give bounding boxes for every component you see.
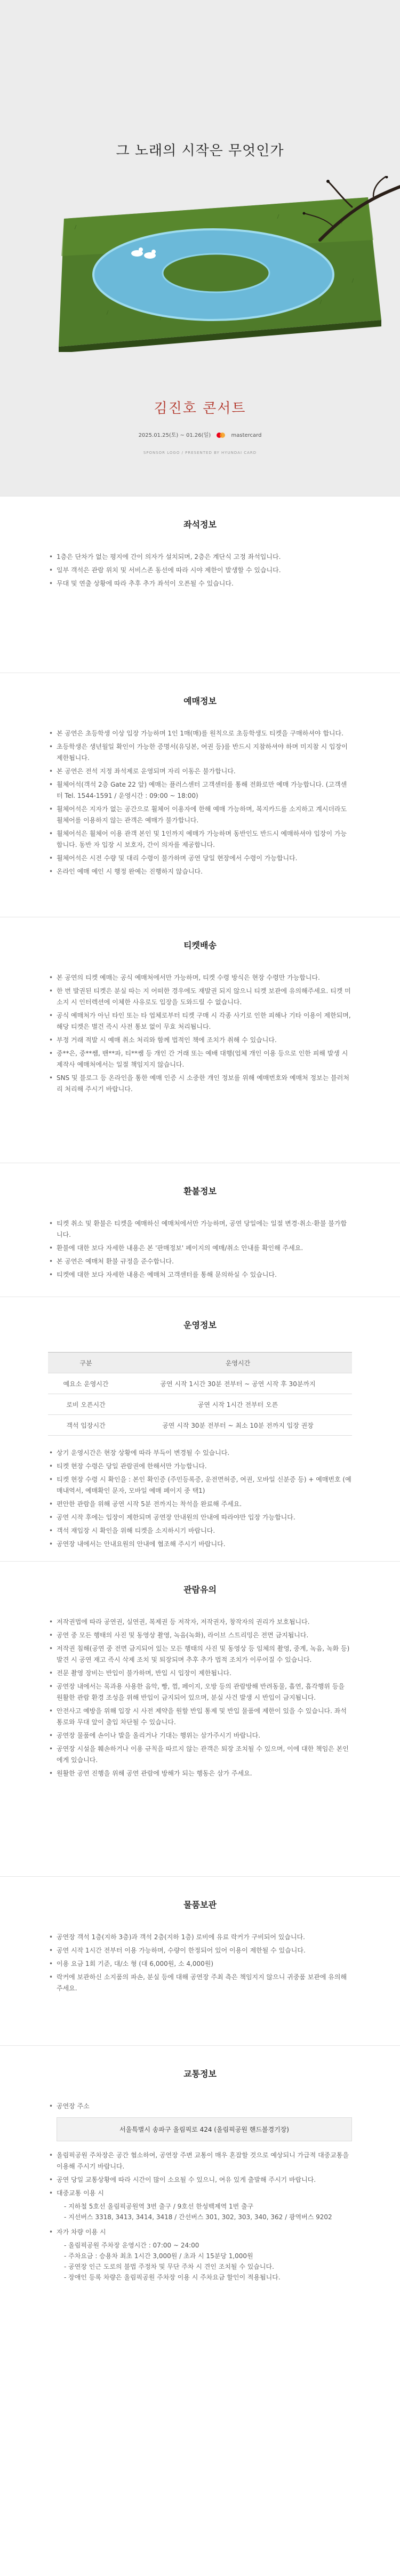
list-item: • 1층은 단차가 없는 평지에 간이 의자가 설치되며, 2층은 계단식 고정 좌석입니다.: [48, 551, 352, 563]
list-item: • 원활한 공연 진행을 위해 공연 관람에 방해가 되는 행동은 삼가 주세요.: [48, 1768, 352, 1779]
table-header: 구분: [48, 1353, 124, 1373]
list-item: • SNS 및 블로그 등 온라인을 통한 예매 인증 시 소중한 개인 정보를 위해 예매번호와 예매처 정보는 블러처리 처리해 주시기 바랍니다.: [48, 1073, 352, 1095]
bullet-list: [48, 551, 352, 589]
list-item: • 휠체어석은 지자가 없는 공간으로 휠체어 이용자에 한해 예매 가능하며, 복지카드를 소지하고 계시더라도 휠체어를 이용하지 않는 관객은 예매가 불가합니다.: [48, 804, 352, 826]
section-title: 티켓배송: [183, 940, 217, 950]
table-row: [48, 1415, 352, 1436]
list-item: • 티켓에 대한 보다 자세한 내용은 예매처 고객센터를 통해 문의하실 수 있습니다.: [48, 1269, 352, 1281]
list-item: • 초등학생은 생년월일 확인이 가능한 증명서(유딩본, 여권 등)를 반드시 지참하셔야 하며 미지참 시 입장이 제한됩니다.: [48, 741, 352, 764]
bullet-list: [48, 2101, 352, 2112]
hero-banner: [0, 0, 400, 496]
section-title: 좌석정보: [183, 519, 217, 530]
list-item: • 본 공연은 전석 지정 좌석제로 운영되며 자리 이동은 불가합니다.: [48, 766, 352, 777]
list-item: • 티켓 현장 수령은 당일 관람권에 한해서만 가능합니다.: [48, 1461, 352, 1472]
table-cell: 예요소 운영시간: [48, 1373, 124, 1394]
concert-date: 2025.01.25(토) ~ 01.26(일): [138, 433, 211, 438]
list-item: • 본 공연의 티켓 예매는 공식 예매처에서만 가능하며, 티켓 수령 방식은 현장 수령만 가능합니다.: [48, 972, 352, 983]
section-title: 환불정보: [183, 1186, 217, 1196]
section-title: 교통정보: [183, 2069, 217, 2079]
list-item: • 공연 당일 교통상황에 따라 시간이 많이 소요될 수 있으니, 여유 있게 출발해 주시기 바랍니다.: [48, 2174, 352, 2186]
list-item: • 락커에 보관하신 소지품의 파손, 분실 등에 대해 공연장 주최 측은 책임지지 않으니 귀중품 보관에 유의해 주세요.: [48, 1972, 352, 1994]
operation-hours-table: [48, 1352, 352, 1436]
list-item: • 티켓 취소 및 환불은 티켓을 예매하신 예매처에서만 가능하며, 공연 당일에는 일절 변경·취소·환불 불가합니다.: [48, 1218, 352, 1241]
list-item: • 공연장 내에서는 목과용 사용한 음악, 빵, 껌, 페이지, 오방 등의 관람방해 반려동물, 흡연, 흡각행위 등을 원활한 관람 환경 조성을 위해 반입이 금지되어 있으며, 분실 사건 발생 시 반입이 금지됩니다.: [48, 1681, 352, 1703]
list-item: • 전문 촬영 장비는 반입이 불가하며, 반입 시 입장이 제한됩니다.: [48, 1668, 352, 1679]
bullet-list: [48, 1932, 352, 1994]
list-item: • 본 공연은 초등학생 이상 입장 가능하며 1인 1매(매)를 원칙으로 초등학생도 티켓을 구매하셔야 합니다.: [48, 728, 352, 739]
section-transport: [0, 2045, 400, 2337]
list-item: • 자가 차량 이용 시: [48, 2227, 352, 2238]
list-item: • 한 번 발권된 티켓은 분실 따는 지 어떠한 경우에도 재발권 되지 않으니 티켓 보관에 유의해주세요. 티켓 미소지 시 인터렉션에 이체한 사유로도 입장을 도와드릴 수 없습니다.: [48, 986, 352, 1008]
list-item: • 저작권 침해(공연 중 전면 금지되어 있는 모든 행태의 사진 및 동영상 등 임체의 촬영, 중계, 녹음, 녹화 등) 발견 시 공연 재고 즉시 삭제 조치 및 퇴장되며 추후 추가 법적 조치가 이루어질 수 있습니다.: [48, 1643, 352, 1666]
mastercard-logo-icon: [217, 433, 225, 438]
list-item: • 올림픽공원 주차장은 공간 협소하여, 공연장 주변 교통이 매우 혼잡할 것으로 예상되니 가급적 대중교통을 이용해 주시기 바랍니다.: [48, 2150, 352, 2172]
section-seat-info: [0, 496, 400, 673]
bullet-list: [48, 972, 352, 1095]
section-etiquette: [0, 1561, 400, 1876]
bullet-list: [48, 1447, 352, 1550]
bullet-list: [48, 2150, 352, 2199]
section-title: 운영정보: [183, 1320, 217, 1330]
table-cell: 공연 시작 1시간 전부터 오픈: [124, 1394, 352, 1415]
concert-meta: [0, 430, 400, 438]
list-item: • 편안한 관람을 위해 공연 시작 5분 전까지는 착석을 완료해 주세요.: [48, 1499, 352, 1510]
table-cell: 객석 입장시간: [48, 1415, 124, 1436]
list-item: • 공연장 물품에 손이나 발을 올리거나 기대는 행위는 삼가주시기 바랍니다.: [48, 1730, 352, 1741]
list-item: • 대중교통 이용 시: [48, 2188, 352, 2199]
section-refund-info: [0, 1163, 400, 1297]
parking-line: - 공연장 인근 도로의 불법 주정차 및 무단 주차 시 견인 조치될 수 있습니다.: [64, 2263, 274, 2270]
list-item: • 티켓 현장 수령 시 확인을 : 본인 확인증 (주민등록증, 운전면허증, 여권, 모바일 신분증 등) + 예매번호 (예매내역서, 예매확인 문자, 모바일 예매 페이지 중 택1): [48, 1474, 352, 1497]
list-item: • 공연장 시설을 훼손하거나 이용 규칙을 따르지 않는 관객은 퇴장 조치될 수 있으며, 이에 대한 책임은 본인에게 있습니다.: [48, 1743, 352, 1766]
list-item: • 저작권법에 따라 공연권, 실연권, 복제권 등 저작자, 저작권자, 창작자의 권리가 보호됩니다.: [48, 1617, 352, 1628]
table-row: [48, 1373, 352, 1394]
list-item: • 공연 시작 1시간 전부터 이용 가능하며, 수량이 한정되어 있어 이용이 제한될 수 있습니다.: [48, 1945, 352, 1956]
list-item: • 중**은, 중**쌤, 밴**파, 티**쌤 등 개인 간 거래 또는 예배 대행(업체 개인 이용 등으로 인한 피해 발생 시 제작사 예매처에서는 일절 책임지지 않습니다.: [48, 1048, 352, 1070]
section-title: 예매정보: [183, 696, 217, 706]
table-header: 운영시간: [124, 1353, 352, 1373]
table-row: [48, 1394, 352, 1415]
section-ticket-delivery: [0, 917, 400, 1163]
hero-illustration: [0, 176, 400, 352]
parking-line: - 주차요금 : 승용차 최초 1시간 3,000원 / 초과 시 15분당 1,000원: [64, 2252, 253, 2260]
list-item: • 휠체어석(객석 2층 Gate 22 앞) 예매는 플러스센터 고객센터를 통해 전화로만 예매 가능합니다. (고객센터 Tel. 1544-1591 / 운영시간 : 09:00 ~ 18:00): [48, 779, 352, 802]
list-item: • 공식 예매처가 아닌 타인 또는 타 업체로부터 티켓 구매 시 각종 사기로 인한 피해나 기타 이용이 제한되며, 해당 티켓은 별건 즉시 사전 통보 없이 무효 처리됩니다.: [48, 1010, 352, 1033]
table-header-row: [48, 1353, 352, 1373]
bullet-list: [48, 2227, 352, 2238]
table-cell: 공연 시작 30분 전부터 ~ 최소 10분 전까지 입장 권장: [124, 1415, 352, 1436]
bullet-list: [48, 1617, 352, 1779]
section-storage: [0, 1876, 400, 2045]
list-item: • 공연장 객석 1층(지하 3층)과 객석 2층(지하 1층) 로비에 유료 락커가 구비되어 있습니다.: [48, 1932, 352, 1943]
parking-line: - 장애인 등록 차량은 올림픽공원 주차장 이용 시 주차요금 할인이 적용됩니다.: [64, 2274, 281, 2281]
list-item: • 공연장 주소: [48, 2101, 352, 2112]
list-item: • 안전사고 예방을 위해 입장 시 사전 제약을 원할 반입 통제 및 반입 물품에 제한이 있을 수 있습니다. 좌석 통로와 무대 앞이 출입 차단될 수 있습니다.: [48, 1706, 352, 1728]
list-item: • 이용 요금 1회 기준, 대/소 형 (대 6,000원, 소 4,000원): [48, 1958, 352, 1970]
bus-line: - 지선버스 3318, 3413, 3414, 3418 / 간선버스 301, 302, 303, 340, 362 / 광역버스 9202: [64, 2213, 332, 2221]
hero-tagline: 그 노래의 시작은 무엇인가: [116, 143, 284, 159]
bullet-list: [48, 728, 352, 877]
list-item: • 일부 객석은 관람 위치 및 서비스존 동선에 따라 시야 제한이 발생할 수 있습니다.: [48, 565, 352, 576]
section-booking-info: [0, 673, 400, 917]
bus-line: - 지하철 5호선 올림픽공원역 3번 출구 / 9호선 한성백제역 1번 출구: [64, 2203, 254, 2210]
table-cell: 로비 오픈시간: [48, 1394, 124, 1415]
list-item: • 휠체어석은 휠체어 이용 관객 본인 및 1인까지 예매가 가능하며 동반인도 반드시 예매하셔야 입장이 가능합니다. 동반 자 입장 시 보호자, 간이 의자를 제공합니다.: [48, 828, 352, 851]
list-item: • 공연 중 모든 행태의 사진 및 동영상 촬영, 녹음(녹화), 라이브 스트리밍은 전면 금지됩니다.: [48, 1630, 352, 1641]
parking-line: - 올림픽공원 주차장 운영시간 : 07:00 ~ 24:00: [64, 2242, 199, 2249]
section-operation-info: [0, 1297, 400, 1561]
list-item: • 부정 거래 적발 시 예매 취소 처리와 함께 법적인 책에 조치가 취해 수 있습니다.: [48, 1035, 352, 1046]
list-item: • 휠체어석은 시전 수량 및 대리 수령이 불가하며 공연 당일 현장에서 수령이 가능합니다.: [48, 853, 352, 864]
hero-fine-print: SPONSOR LOGO / PRESENTED BY HYUNDAI CARD: [143, 451, 257, 455]
concert-title: 김진호 콘서트: [154, 401, 246, 417]
table-cell: 공연 시작 1시간 30분 전부터 ~ 공연 시작 후 30분까지: [124, 1373, 352, 1394]
venue-address-box: 서울특별시 송파구 올림픽로 424 (올림픽공원 핸드볼경기장): [57, 2117, 352, 2141]
section-title: 관람유의: [183, 1585, 217, 1595]
list-item: • 공연장 내에서는 안내요원의 안내에 협조해 주시기 바랍니다.: [48, 1539, 352, 1550]
bullet-list: [48, 1218, 352, 1281]
list-item: • 상기 운영시간은 현장 상황에 따라 부득이 변경될 수 있습니다.: [48, 1447, 352, 1459]
list-item: • 공연 시작 후에는 입장이 제한되며 공연장 안내원의 안내에 따라야만 입장 가능합니다.: [48, 1512, 352, 1523]
list-item: • 온라인 예매 예인 시 행정 완예는 진행하지 않습니다.: [48, 866, 352, 877]
list-item: • 본 공연은 예매처 환불 규정을 준수합니다.: [48, 1256, 352, 1267]
list-item: • 환불에 대한 보다 자세한 내용은 본 '판매정보' 페이지의 예매/취소 안내를 확인해 주세요.: [48, 1243, 352, 1254]
sponsor-name: mastercard: [231, 433, 262, 438]
list-item: • 무대 및 연출 상황에 따라 추후 추가 좌석이 오픈될 수 있습니다.: [48, 578, 352, 589]
section-title: 물품보관: [183, 1900, 217, 1910]
list-item: • 객석 재입장 시 확인을 위해 티켓을 소지하시기 바랍니다.: [48, 1525, 352, 1537]
